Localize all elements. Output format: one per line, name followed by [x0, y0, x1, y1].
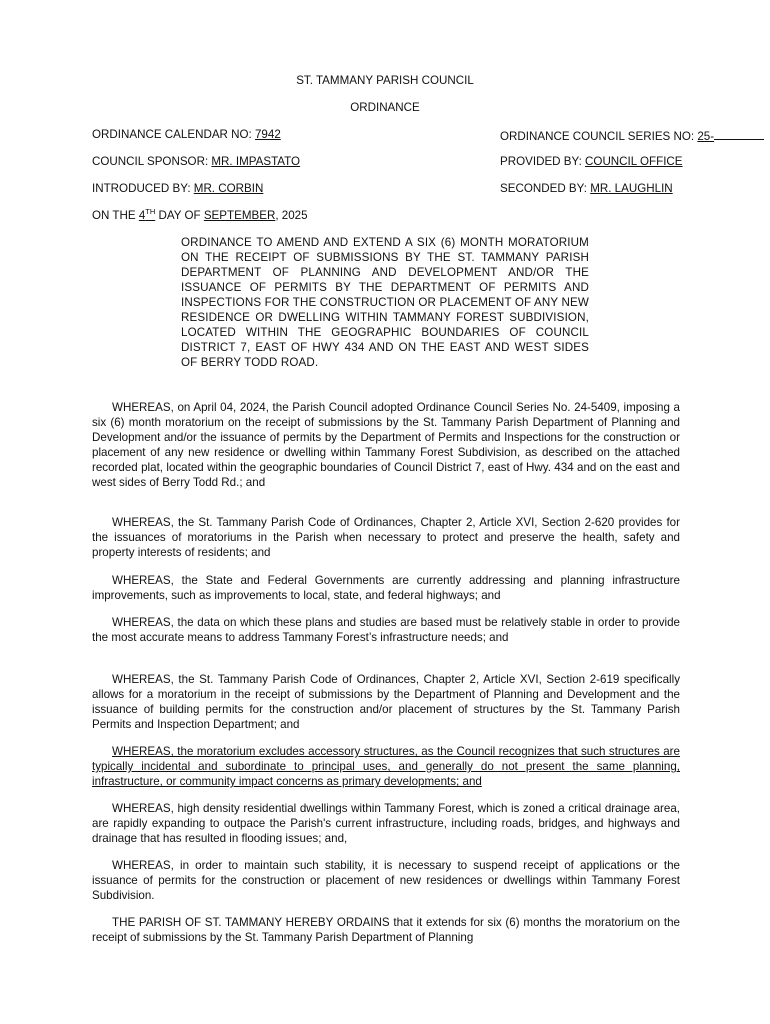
date-day-suffix: TH: [145, 207, 156, 217]
meta-row-3: [92, 182, 692, 195]
sponsor-label: COUNCIL SPONSOR:: [92, 155, 212, 168]
provided-label: PROVIDED BY:: [500, 155, 586, 168]
seconded-label: SECONDED BY:: [500, 182, 591, 195]
series-field: [500, 128, 764, 143]
introduced-label: INTRODUCED BY:: [92, 182, 194, 195]
whereas-paragraph-1: WHEREAS, on April 04, 2024, the Parish Council adopted Ordinance Council Series No. 24-5409, imposing a six (6) month moratorium on the receipt of submissions by the St. Tammany Parish Department of Planning and Development and/or the issuance of permits by the Department of Permits and Inspections for the construction or placement of any new residence or dwelling within Tammany Forest Subdivision, as described on the attached recorded plat, located within the geographic boundaries of Council District 7, east of Hwy. 434 and on the east and west sides of Berry Todd Rd.; and: [92, 401, 680, 489]
meta-row-1: [92, 128, 715, 143]
seconded-by: MR. LAUGHLIN: [590, 182, 673, 195]
meta-row-2: [92, 155, 692, 168]
council-heading: ST. TAMMANY PARISH COUNCIL: [296, 74, 474, 87]
calendar-label: ORDINANCE CALENDAR NO:: [92, 128, 255, 141]
series-label: ORDINANCE COUNCIL SERIES NO:: [500, 130, 698, 143]
whereas-paragraph-4: WHEREAS, the data on which these plans and studies are based must be relatively stable in order to provide the most accurate means to address Tammany Forest’s infrastructure needs; and: [92, 616, 680, 644]
whereas-paragraph-8: WHEREAS, in order to maintain such stability, it is necessary to suspend receipt of applications or the issuance of permits for the construction or placement of new residences or dwellings within Tammany Forest Subdivision.: [92, 859, 680, 902]
ordinance-title: ORDINANCE TO AMEND AND EXTEND A SIX (6) MONTH MORATORIUM ON THE RECEIPT OF SUBMISSIONS BY THE ST. TAMMANY PARISH DEPARTMENT OF PLANNING AND DEVELOPMENT AND/OR THE ISSUANCE OF PERMITS BY THE DEPARTMENT OF PERMITS AND INSPECTIONS FOR THE CONSTRUCTION OR PLACEMENT OF ANY NEW RESIDENCE OR DWELLING WITHIN TAMMANY FOREST SUBDIVISION, LOCATED WITHIN THE GEOGRAPHIC BOUNDARIES OF COUNCIL DISTRICT 7, EAST OF HWY 434 AND ON THE EAST AND WEST SIDES OF BERRY TODD ROAD.: [181, 236, 589, 369]
date-year: , 2025: [275, 209, 308, 222]
provided-field: [500, 155, 683, 168]
date-day-number: 4: [138, 209, 146, 222]
whereas-paragraph-3: WHEREAS, the State and Federal Governments are currently addressing and planning infrastructure improvements, such as improvements to local, state, and federal highways; and: [92, 574, 680, 602]
series-blank: [714, 128, 764, 140]
date-mid: DAY OF: [155, 209, 204, 222]
whereas-paragraph-5: WHEREAS, the St. Tammany Parish Code of Ordinances, Chapter 2, Article XVI, Section 2-619 specifically allows for a moratorium in the receipt of submissions by the Department of Planning and Development and the issuance of building permits for the construction and/or placement of structures by the St. Tammany Parish Permits and Inspection Department; and: [92, 673, 680, 731]
seconded-field: [500, 182, 673, 195]
whereas-paragraph-2: WHEREAS, the St. Tammany Parish Code of Ordinances, Chapter 2, Article XVI, Section 2-620 provides for the issuances of moratoriums in the Parish when necessary to protect and preserve the health, safety and property interests of residents; and: [92, 516, 680, 559]
ordains-paragraph: THE PARISH OF ST. TAMMANY HEREBY ORDAINS that it extends for six (6) months the moratorium on the receipt of submissions by the St. Tammany Parish Department of Planning: [92, 916, 680, 944]
date-day: [139, 209, 155, 222]
whereas-paragraph-7: WHEREAS, high density residential dwellings within Tammany Forest, which is zoned a critical drainage area, are rapidly expanding to outpace the Parish's current infrastructure, including roads, bridges, and highways and drainage that has resulted in flooding issues; and,: [92, 802, 680, 845]
date-month: SEPTEMBER: [203, 209, 276, 222]
date-prefix: ON THE: [92, 209, 139, 222]
provided-by: COUNCIL OFFICE: [585, 155, 683, 168]
document-type: ORDINANCE: [350, 101, 420, 114]
introduced-by: MR. CORBIN: [193, 182, 264, 195]
calendar-number: 7942: [254, 128, 281, 141]
series-number: 25-: [697, 130, 715, 143]
sponsor-name: MR. IMPASTATO: [211, 155, 301, 168]
date-line: [92, 209, 692, 222]
whereas-paragraph-6: WHEREAS, the moratorium excludes accessory structures, as the Council recognizes that such structures are typically incidental and subordinate to principal uses, and generally do not present the same planning, infrastructure, or community impact concerns as primary developments; and: [92, 745, 680, 788]
